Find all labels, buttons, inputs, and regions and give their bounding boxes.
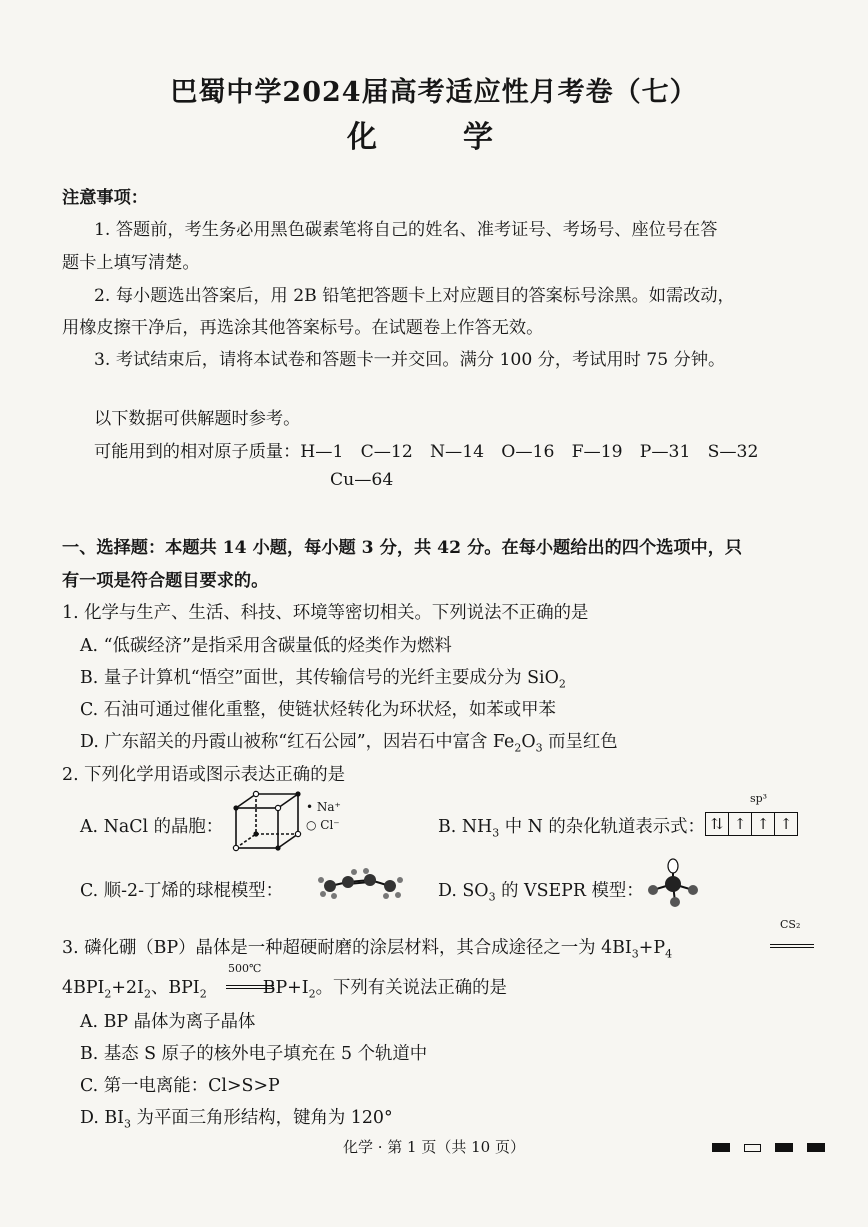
q3-eq-sub-2: 2 bbox=[143, 987, 151, 1001]
q3-stem-text: 3. 磷化硼（BP）晶体是一种超硬耐磨的涂层材料，其合成途径之一为 4BI bbox=[62, 938, 632, 958]
reference-intro: 以下数据可供解题时参考。 bbox=[94, 409, 301, 429]
q1-option-d-text: D. 广东韶关的丹霞山被称“红石公园”，因岩石中富含 Fe bbox=[80, 732, 515, 752]
notice-heading: 注意事项： bbox=[62, 188, 148, 208]
orbital-box-diagram bbox=[705, 812, 798, 836]
footer-mark-1 bbox=[712, 1143, 730, 1152]
q3-eq-sub-4: 2 bbox=[308, 987, 316, 1001]
q3-eq-text-4: BP+I bbox=[262, 978, 309, 998]
q2-option-b bbox=[438, 812, 705, 839]
section-1-heading-cont: 有一项是符合题目要求的。 bbox=[62, 571, 269, 591]
notice-item-2-cont: 用橡皮擦干净后，再选涂其他答案标号。在试题卷上作答无效。 bbox=[62, 318, 544, 338]
q2-option-d-text: D. SO bbox=[438, 881, 489, 901]
q3-eq-text-1: 4BPI bbox=[62, 978, 105, 998]
q1-option-b-sub: 2 bbox=[558, 677, 566, 691]
notice-item-1: 1. 答题前，考生务必用黑色碳素笔将自己的姓名、准考证号、考场号、座位号在答 bbox=[94, 220, 718, 240]
q2-option-c: C. 顺-2-丁烯的球棍模型： bbox=[80, 881, 284, 901]
exam-title: 巴蜀中学2024届高考适应性月考卷（七） bbox=[170, 77, 698, 108]
q1-option-d-sub2: 3 bbox=[535, 741, 543, 755]
q2-option-d-sub: 3 bbox=[488, 890, 496, 904]
atomic-mass-values: H—1 C—12 N—14 O—16 F—19 P—31 S—32 bbox=[300, 442, 759, 462]
nacl-legend-na: • Na⁺ bbox=[306, 800, 341, 814]
atomic-mass-line bbox=[94, 437, 758, 462]
sp3-label: sp³ bbox=[750, 792, 768, 805]
q3-option-d bbox=[80, 1103, 393, 1130]
q3-option-d-sub: 3 bbox=[124, 1117, 132, 1131]
q3-eq-text-3: 、BPI bbox=[150, 978, 200, 998]
q1-option-b-text: B. 量子计算机“悟空”面世，其传输信号的光纤主要成分为 SiO bbox=[80, 668, 559, 688]
q2-option-b-text: B. NH bbox=[438, 817, 493, 837]
q3-equation-line bbox=[62, 973, 507, 1000]
reaction-condition-cs2: CS₂ bbox=[780, 918, 801, 931]
equals-sign-2 bbox=[226, 985, 274, 989]
q1-option-d-post: 而呈红色 bbox=[542, 732, 618, 752]
q1-option-b bbox=[80, 663, 566, 690]
q3-stem-sub1: 3 bbox=[631, 947, 639, 961]
q1-option-d bbox=[80, 727, 618, 754]
footer-mark-2 bbox=[744, 1144, 761, 1152]
nacl-legend-cl: ○ Cl⁻ bbox=[306, 818, 340, 832]
q3-option-c: C. 第一电离能：Cl>S>P bbox=[80, 1076, 280, 1096]
reaction-condition-500c: 500℃ bbox=[228, 962, 262, 975]
q1-option-d-sub1: 2 bbox=[514, 741, 522, 755]
atomic-mass-values-2: Cu—64 bbox=[330, 470, 394, 490]
so3-vsepr-model bbox=[645, 858, 701, 908]
nacl-unit-cell-figure bbox=[232, 790, 304, 852]
q2-option-d-post: 的 VSEPR 模型： bbox=[495, 881, 644, 901]
q3-eq-sub-3: 2 bbox=[199, 987, 207, 1001]
q3-eq-text-2: +2I bbox=[111, 978, 144, 998]
notice-item-2: 2. 每小题选出答案后，用 2B 铅笔把答题卡上对应题目的答案标号涂黑。如需改动， bbox=[94, 286, 735, 306]
notice-item-1-cont: 题卡上填写清楚。 bbox=[62, 253, 200, 273]
q2-option-a: A. NaCl 的晶胞： bbox=[80, 817, 224, 837]
q3-stem-mid: +P bbox=[638, 938, 666, 958]
q1-option-c: C. 石油可通过催化重整，使链状烃转化为环状烃，如苯或甲苯 bbox=[80, 700, 556, 720]
atomic-mass-label: 可能用到的相对原子质量： bbox=[94, 442, 301, 462]
footer-marks bbox=[712, 1137, 839, 1156]
equals-sign-1 bbox=[770, 944, 814, 948]
orbital-box-1: ⇅ bbox=[706, 813, 729, 835]
q1-option-a: A. “低碳经济”是指采用含碳量低的烃类作为燃料 bbox=[80, 636, 452, 656]
orbital-box-3: ↑ bbox=[752, 813, 775, 835]
footer-mark-4 bbox=[807, 1143, 825, 1152]
q2-option-b-sub: 3 bbox=[492, 826, 500, 840]
footer-mark-3 bbox=[775, 1143, 793, 1152]
q3-option-b: B. 基态 S 原子的核外电子填充在 5 个轨道中 bbox=[80, 1044, 428, 1064]
q3-option-d-text: D. BI bbox=[80, 1108, 125, 1128]
q1-stem: 1. 化学与生产、生活、科技、环境等密切相关。下列说法不正确的是 bbox=[62, 603, 589, 623]
subject-title: 化 学 bbox=[347, 120, 521, 155]
q3-option-d-post: 为平面三角形结构，键角为 120° bbox=[131, 1108, 393, 1128]
q3-eq-text-5: 。下列有关说法正确的是 bbox=[315, 978, 507, 998]
q3-stem-sub2: 4 bbox=[665, 947, 673, 961]
notice-item-3: 3. 考试结束后，请将本试卷和答题卡一并交回。满分 100 分，考试用时 75 分钟。 bbox=[94, 350, 726, 370]
q3-stem bbox=[62, 933, 672, 960]
q2-option-b-post: 中 N 的杂化轨道表示式： bbox=[499, 817, 705, 837]
cube-front-face bbox=[236, 808, 278, 848]
q3-option-a: A. BP 晶体为离子晶体 bbox=[80, 1012, 256, 1032]
orbital-box-2: ↑ bbox=[729, 813, 752, 835]
cis-2-butene-ball-stick-model bbox=[318, 868, 410, 900]
orbital-box-4: ↑ bbox=[779, 815, 793, 833]
section-1-heading: 一、选择题：本题共 14 小题，每小题 3 分，共 42 分。在每小题给出的四个选项中，只 bbox=[62, 538, 743, 558]
q2-option-d bbox=[438, 876, 644, 903]
q1-option-d-mid: O bbox=[521, 732, 536, 752]
page-footer: 化学 · 第 1 页（共 10 页） bbox=[342, 1138, 525, 1156]
q3-eq-sub-1: 2 bbox=[104, 987, 112, 1001]
q2-stem: 2. 下列化学用语或图示表达正确的是 bbox=[62, 765, 345, 785]
